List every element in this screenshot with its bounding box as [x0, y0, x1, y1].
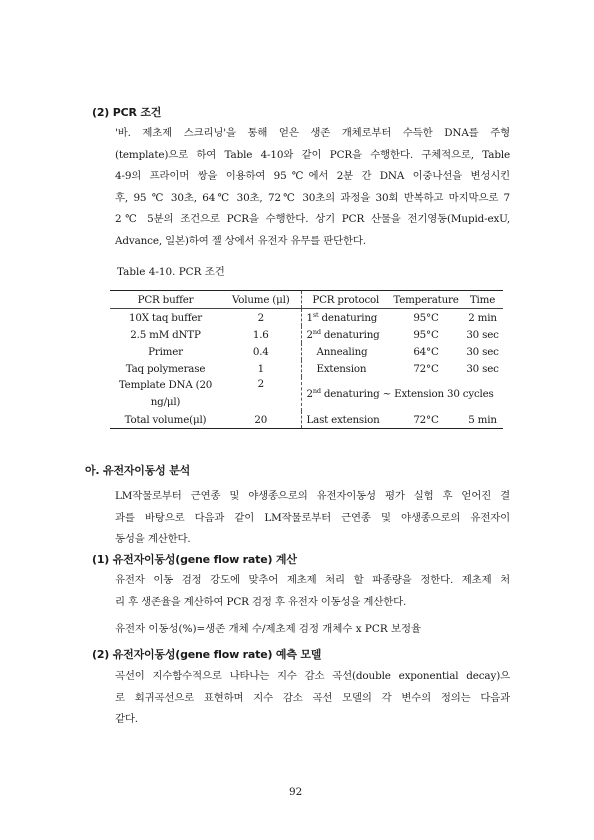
time-cell: 30 sec [466, 345, 499, 358]
protocol-step-cell: Last extension [301, 411, 390, 429]
volume-cell: 0.4 [252, 345, 269, 358]
time-cell: 2 min [468, 311, 497, 324]
table-header-row [110, 291, 503, 309]
temperature-cell: 72°C [390, 411, 462, 429]
gene-flow-paragraph [115, 486, 510, 551]
buffer-name-cell: Primer [148, 345, 183, 358]
pcr-conditions-table [110, 290, 503, 429]
table-row [110, 326, 503, 343]
paragraph-line: '바. 제초제 스크리닝'을 통해 얻은 생존 개체로부터 수득한 DNA를 주형 [115, 127, 510, 139]
volume-cell: 1.6 [252, 328, 269, 341]
column-header: Volume (μl) [221, 291, 301, 309]
time-cell: 30 sec [466, 362, 499, 375]
paragraph-line: 과를 바탕으로 다음과 같이 LM작물로부터 근연종 및 야생종으로의 유전자이 [115, 511, 510, 524]
paragraph-line: 곡선이 지수함수적으로 나타나는 지수 감소 곡선(double exponential decay)으 [115, 670, 510, 682]
buffer-name-line: ng/μl) [150, 396, 181, 408]
table-row [110, 411, 503, 429]
protocol-step-cell: Annealing [301, 343, 390, 360]
protocol-step-cell: 2nd denaturing [301, 326, 390, 343]
gene-flow-model-paragraph [115, 666, 510, 731]
volume-cell: 2 [257, 311, 264, 324]
buffer-name-cell: 2.5 mM dNTP [130, 328, 201, 341]
paragraph-line: Advance, 일본)하여 젤 상에서 유전자 유무를 판단한다. [115, 234, 366, 247]
paragraph-line: 유전자 이동 검정 강도에 맞추어 제초제 처리 할 파종량을 정한다. 제초제 처 [115, 574, 510, 586]
gene-flow-section-heading: 아. 유전자이동성 분석 [85, 464, 191, 477]
paragraph-line: 2℃ 5분의 조건으로 PCR을 수행한다. 상기 PCR 산물을 전기영동(Mupid-exU, [115, 213, 510, 225]
buffer-name-cell: 10X taq buffer [129, 311, 202, 324]
column-header: PCR protocol [301, 291, 390, 309]
table-caption: Table 4-10. PCR 조건 [117, 266, 225, 278]
paragraph-line: 같다. [115, 713, 138, 725]
column-header: Temperature [390, 291, 462, 309]
paragraph-line: 후, 95 ℃ 30초, 64℃ 30초, 72℃ 30초의 과정을 30회 반복하고 마지막으로 7 [115, 191, 510, 204]
paragraph-line: (template)으로 하여 Table 4-10와 같이 PCR을 수행한다. 구체적으로, Table [115, 148, 510, 161]
paragraph-line: LM작물로부터 근연종 및 야생종으로의 유전자이동성 평가 실험 후 얻어진 결 [115, 490, 510, 502]
buffer-name-line: Template DNA (20 [118, 379, 213, 391]
table-row [110, 377, 503, 411]
paragraph-line: 리 후 생존율을 계산하여 PCR 검정 후 유전자 이동성을 계산한다. [115, 595, 407, 608]
gene-flow-formula: 유전자 이동성(%)=생존 개체 수/제초제 검정 개체수 x PCR 보정율 [115, 623, 422, 635]
table-row [110, 360, 503, 377]
time-cell: 5 min [462, 411, 503, 429]
protocol-cycles-cell: 2nd denaturing ~ Extension 30 cycles [301, 377, 503, 411]
column-header: PCR buffer [110, 291, 221, 309]
page-number: 92 [289, 786, 303, 798]
paragraph-line: 로 회귀곡선으로 표현하며 지수 감소 곡선 모델의 각 변수의 정의는 다음과 [115, 691, 510, 704]
volume-cell: 20 [221, 411, 301, 429]
volume-cell: 2 [257, 378, 264, 390]
temperature-cell: 95°C [413, 311, 439, 324]
buffer-name-cell: Total volume(μl) [110, 411, 221, 429]
protocol-step-cell: Extension [301, 360, 390, 377]
paragraph-line: 4-9의 프라이머 쌍을 이용하여 95℃에서 2분 간 DNA 이중나선을 변성시킨 [115, 170, 510, 182]
pcr-section-paragraph [115, 123, 510, 252]
buffer-name-cell [110, 377, 221, 411]
table-row [110, 309, 503, 327]
gene-flow-model-heading: (2) 유전자이동성(gene flow rate) 예측 모델 [92, 648, 322, 661]
gene-flow-calc-paragraph [115, 570, 510, 613]
volume-cell: 1 [257, 362, 264, 375]
gene-flow-calc-heading: (1) 유전자이동성(gene flow rate) 계산 [92, 553, 297, 566]
temperature-cell: 95°C [413, 328, 439, 341]
temperature-cell: 64°C [413, 345, 439, 358]
table-row [110, 343, 503, 360]
pcr-section-heading: (2) PCR 조건 [92, 106, 162, 119]
buffer-name-cell: Taq polymerase [125, 362, 206, 375]
temperature-cell: 72°C [413, 362, 439, 375]
paragraph-line: 동성을 계산한다. [115, 533, 191, 545]
column-header: Time [462, 291, 503, 309]
time-cell: 30 sec [466, 328, 499, 341]
protocol-step-cell: 1st denaturing [301, 309, 390, 327]
